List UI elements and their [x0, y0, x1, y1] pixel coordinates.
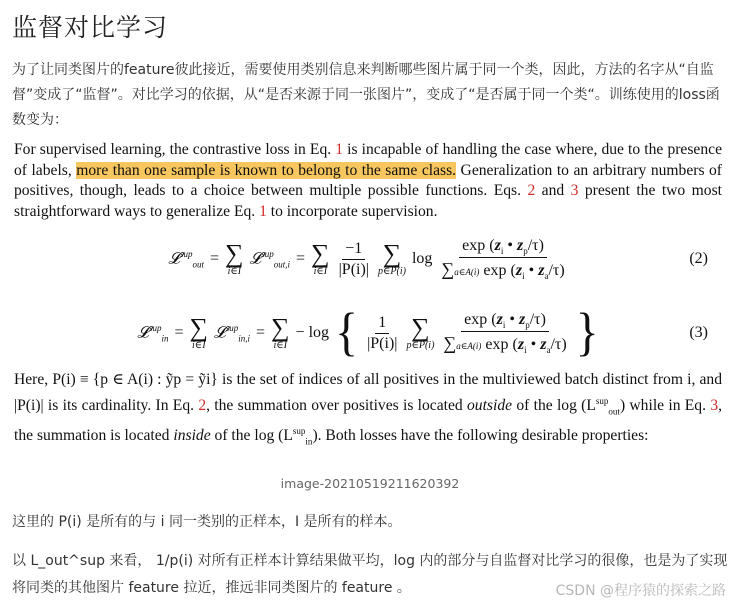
equation-number: (3)	[689, 324, 708, 341]
paper-paragraph-1: For supervised learning, the contrastive loss in Eq. 1 is incapable of handling the case where, due to the presence of labels, more than one sample is known to belong to the same class. Generalization to an arbitrary numbers of positives, though, leads to a choice between multiple possible functions. Eqs. 2 and 3 present the two most straightforward ways to generalize Eq. 1 to incorporate supervision.	[14, 141, 722, 220]
equation-number: (2)	[689, 250, 708, 267]
highlighted-sentence: more than one sample is known to belong to the same class.	[76, 161, 457, 179]
explanation-paragraph: 这里的 P(i) 是所有的与 i 同一类别的正样本，I 是所有的样本。	[12, 514, 402, 530]
equation-3: 𝓛$^{sup}_{in}$ = ∑ i∈I 𝓛$^{sup}_{in,i}$ = ∑ i∈I − log { $\frac{1}{|P(i)|}$ ∑ p∈P(i) $\frac{\exp (z_i • z_p/\tau)}{\sum a\in A(i) \exp (z_i • z_a/\tau)}$ } (3)	[137, 303, 708, 362]
image-caption: image-20210519211620392	[280, 476, 460, 491]
summary-paragraph: 以 L_out^sup 来看， 1/p(i) 对所有正样本计算结果做平均，log 内的部分与自监督对比学习的很像，也是为了实现将同类的其他图片 feature 拉近，推远非同类图片的 feature 。	[12, 553, 728, 596]
eq-ref-link[interactable]: 2	[198, 396, 207, 414]
eq-ref-link[interactable]: 2	[527, 182, 536, 199]
csdn-watermark: CSDN @程序猿的探索之路	[555, 583, 726, 599]
eq-ref-link[interactable]: 3	[570, 182, 579, 199]
page-title: 监督对比学习	[12, 13, 169, 42]
intro-paragraph: 为了让同类图片的feature彼此接近，需要使用类别信息来判断哪些图片属于同一个类，因此，方法的名字从“自监督”变成了“监督”。对比学习的依据，从“是否来源于同一张图片”，变成了“是否属于同一个类“。训练使用的loss函数变为：	[12, 62, 720, 128]
paper-excerpt-image	[14, 140, 722, 468]
eq-ref-link[interactable]: 1	[335, 141, 344, 158]
eq-ref-link[interactable]: 1	[259, 202, 267, 220]
eq-ref-link[interactable]: 3	[710, 396, 719, 414]
paper-paragraph-2: Here, P(i) ≡ {p ∈ A(i) : ỹp = ỹi} is the set of indices of all positives in the multiviewed batch distinct from i, and |P(i)| is its cardinality. In Eq. 2, the summation over positives is located outside of the $\log (L^{sup}_{out})$ while in Eq. 3, the summation is located inside of the $\log (L^{sup}_{in})$. Both losses have the following desirable properties:	[14, 371, 723, 447]
equation-2: 𝓛$^{sup}_{out}$ = ∑ i∈I 𝓛$^{sup}_{out,i}$ = ∑ i∈I $\frac{-1}{|P(i)|}$ ∑ p∈P(i) log $\frac{\exp (z_i • z_p/\tau)}{\sum a\in A(i) \exp (z_i • z_a/\tau)}$ (2)	[168, 236, 708, 282]
